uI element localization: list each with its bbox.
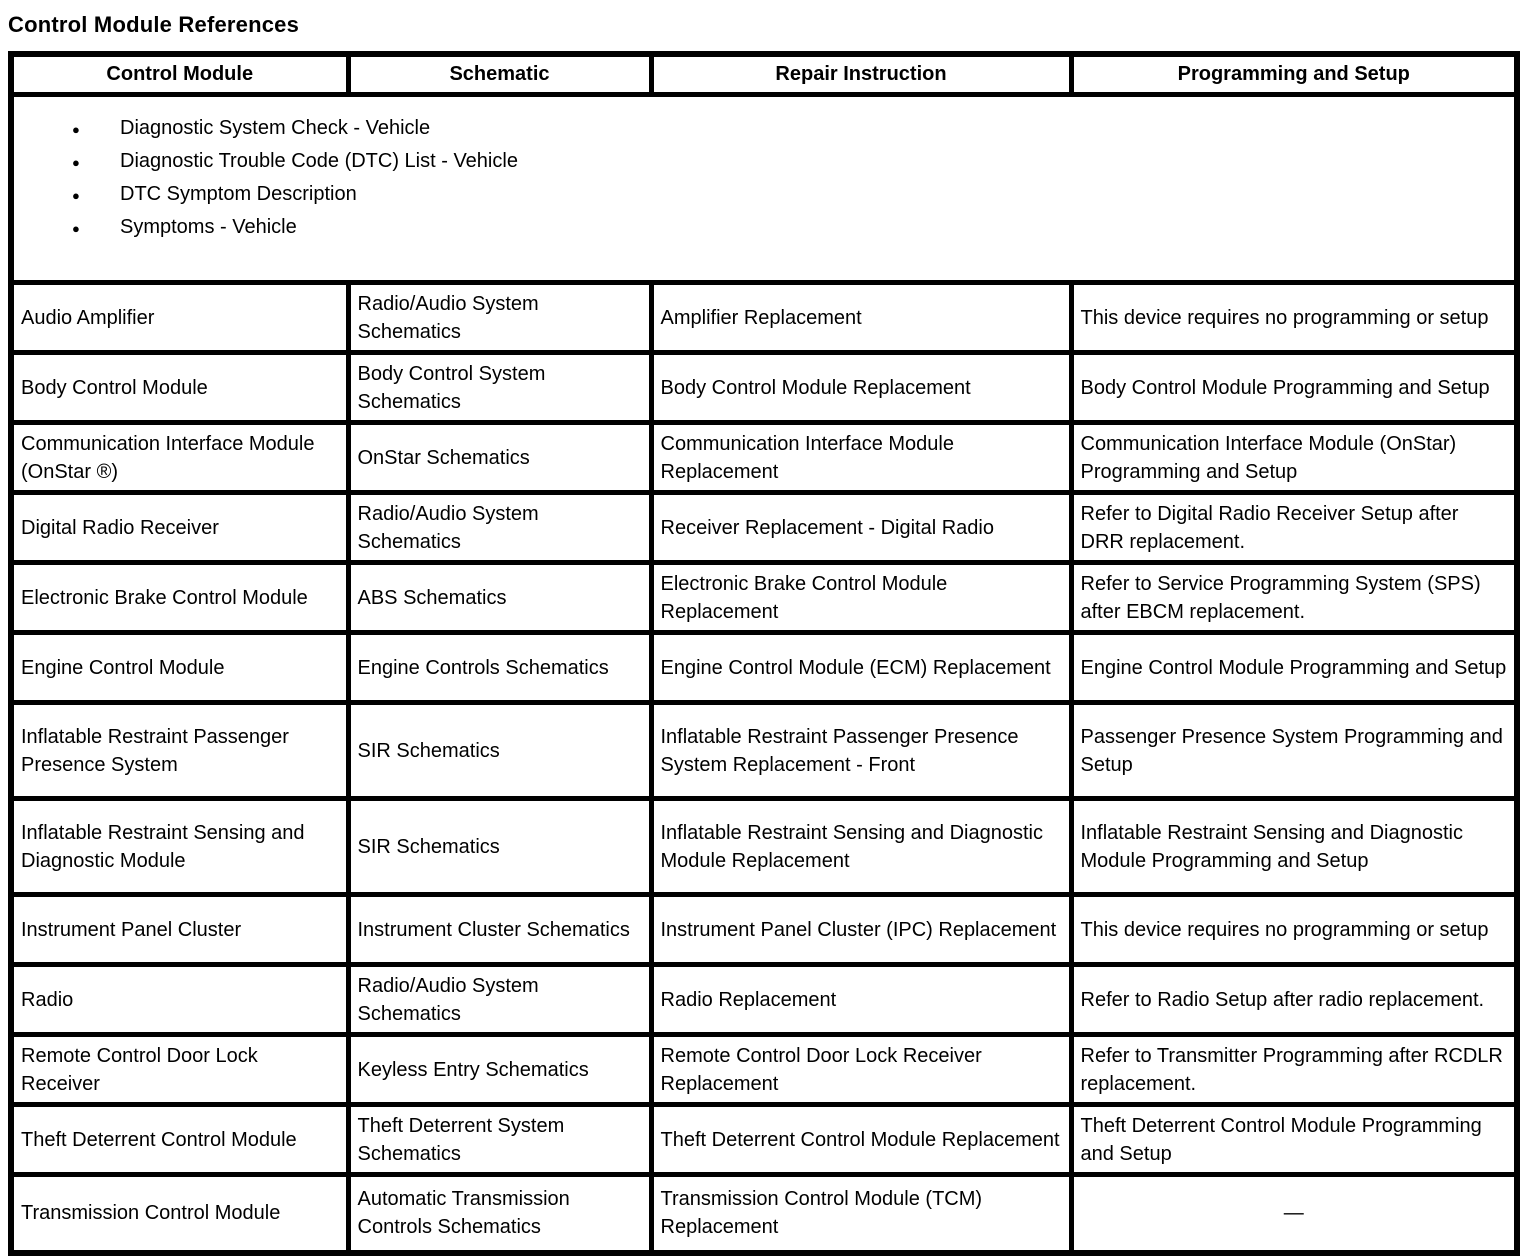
cell-schematic: Radio/Audio System Schematics (348, 493, 651, 563)
cell-module: Transmission Control Module (11, 1175, 348, 1253)
cell-programming: Refer to Digital Radio Receiver Setup after DRR replacement. (1071, 493, 1517, 563)
cell-repair: Theft Deterrent Control Module Replacement (651, 1105, 1071, 1175)
column-header-programming-and-setup: Programming and Setup (1071, 54, 1517, 95)
cell-repair: Amplifier Replacement (651, 283, 1071, 353)
table-row (11, 703, 1517, 799)
cell-schematic: Engine Controls Schematics (348, 633, 651, 703)
cell-programming: Body Control Module Programming and Setup (1071, 353, 1517, 423)
cell-module: Instrument Panel Cluster (11, 895, 348, 965)
cell-schematic: Theft Deterrent System Schematics (348, 1105, 651, 1175)
cell-module: Electronic Brake Control Module (11, 563, 348, 633)
cell-module: Communication Interface Module (OnStar ®) (11, 423, 348, 493)
reference-item: ● Symptoms - Vehicle (72, 216, 1514, 239)
column-header-schematic: Schematic (348, 54, 651, 95)
cell-repair: Inflatable Restraint Passenger Presence System Replacement - Front (651, 703, 1071, 799)
control-module-references-table (8, 51, 1520, 1256)
cell-repair: Electronic Brake Control Module Replacement (651, 563, 1071, 633)
cell-schematic: Instrument Cluster Schematics (348, 895, 651, 965)
table-row (11, 493, 1517, 563)
cell-repair: Body Control Module Replacement (651, 353, 1071, 423)
cell-repair: Instrument Panel Cluster (IPC) Replacement (651, 895, 1071, 965)
cell-schematic: SIR Schematics (348, 799, 651, 895)
cell-module: Radio (11, 965, 348, 1035)
cell-module: Body Control Module (11, 353, 348, 423)
reference-links-row (11, 95, 1517, 283)
page-title: Control Module References (8, 12, 300, 37)
cell-schematic: OnStar Schematics (348, 423, 651, 493)
cell-repair: Radio Replacement (651, 965, 1071, 1035)
cell-programming: Engine Control Module Programming and Setup (1071, 633, 1517, 703)
cell-programming: Theft Deterrent Control Module Programming and Setup (1071, 1105, 1517, 1175)
cell-repair: Engine Control Module (ECM) Replacement (651, 633, 1071, 703)
column-header-repair-instruction: Repair Instruction (651, 54, 1071, 95)
cell-module: Remote Control Door Lock Receiver (11, 1035, 348, 1105)
table-row (11, 965, 1517, 1035)
reference-list (14, 117, 1514, 239)
cell-schematic: SIR Schematics (348, 703, 651, 799)
table-row (11, 895, 1517, 965)
cell-module: Engine Control Module (11, 633, 348, 703)
cell-module: Audio Amplifier (11, 283, 348, 353)
table-row (11, 423, 1517, 493)
table-row (11, 1105, 1517, 1175)
cell-schematic: Keyless Entry Schematics (348, 1035, 651, 1105)
cell-module: Digital Radio Receiver (11, 493, 348, 563)
cell-programming: Inflatable Restraint Sensing and Diagnostic Module Programming and Setup (1071, 799, 1517, 895)
cell-programming: Refer to Radio Setup after radio replacement. (1071, 965, 1517, 1035)
table-row (11, 1175, 1517, 1253)
table-row (11, 633, 1517, 703)
reference-item: ● Diagnostic Trouble Code (DTC) List - Vehicle (72, 150, 1514, 173)
cell-programming: — (1071, 1175, 1517, 1253)
cell-repair: Inflatable Restraint Sensing and Diagnostic Module Replacement (651, 799, 1071, 895)
table-row (11, 283, 1517, 353)
table-row (11, 353, 1517, 423)
cell-programming: Communication Interface Module (OnStar) Programming and Setup (1071, 423, 1517, 493)
reference-item: ● DTC Symptom Description (72, 183, 1514, 206)
cell-repair: Receiver Replacement - Digital Radio (651, 493, 1071, 563)
cell-schematic: Body Control System Schematics (348, 353, 651, 423)
cell-programming: This device requires no programming or setup (1071, 283, 1517, 353)
cell-programming: This device requires no programming or setup (1071, 895, 1517, 965)
cell-schematic: Radio/Audio System Schematics (348, 283, 651, 353)
cell-programming: Passenger Presence System Programming and Setup (1071, 703, 1517, 799)
table-row (11, 799, 1517, 895)
cell-schematic: ABS Schematics (348, 563, 651, 633)
table-row (11, 563, 1517, 633)
cell-repair: Communication Interface Module Replacement (651, 423, 1071, 493)
cell-schematic: Automatic Transmission Controls Schematics (348, 1175, 651, 1253)
cell-programming: Refer to Service Programming System (SPS) after EBCM replacement. (1071, 563, 1517, 633)
cell-schematic: Radio/Audio System Schematics (348, 965, 651, 1035)
table-row (11, 1035, 1517, 1105)
cell-repair: Transmission Control Module (TCM) Replacement (651, 1175, 1071, 1253)
reference-links-cell (11, 95, 1517, 283)
cell-module: Theft Deterrent Control Module (11, 1105, 348, 1175)
cell-module: Inflatable Restraint Sensing and Diagnostic Module (11, 799, 348, 895)
table-header-row (11, 54, 1517, 95)
column-header-control-module: Control Module (11, 54, 348, 95)
cell-module: Inflatable Restraint Passenger Presence System (11, 703, 348, 799)
cell-repair: Remote Control Door Lock Receiver Replacement (651, 1035, 1071, 1105)
cell-programming: Refer to Transmitter Programming after RCDLR replacement. (1071, 1035, 1517, 1105)
reference-item: ● Diagnostic System Check - Vehicle (72, 117, 1514, 140)
